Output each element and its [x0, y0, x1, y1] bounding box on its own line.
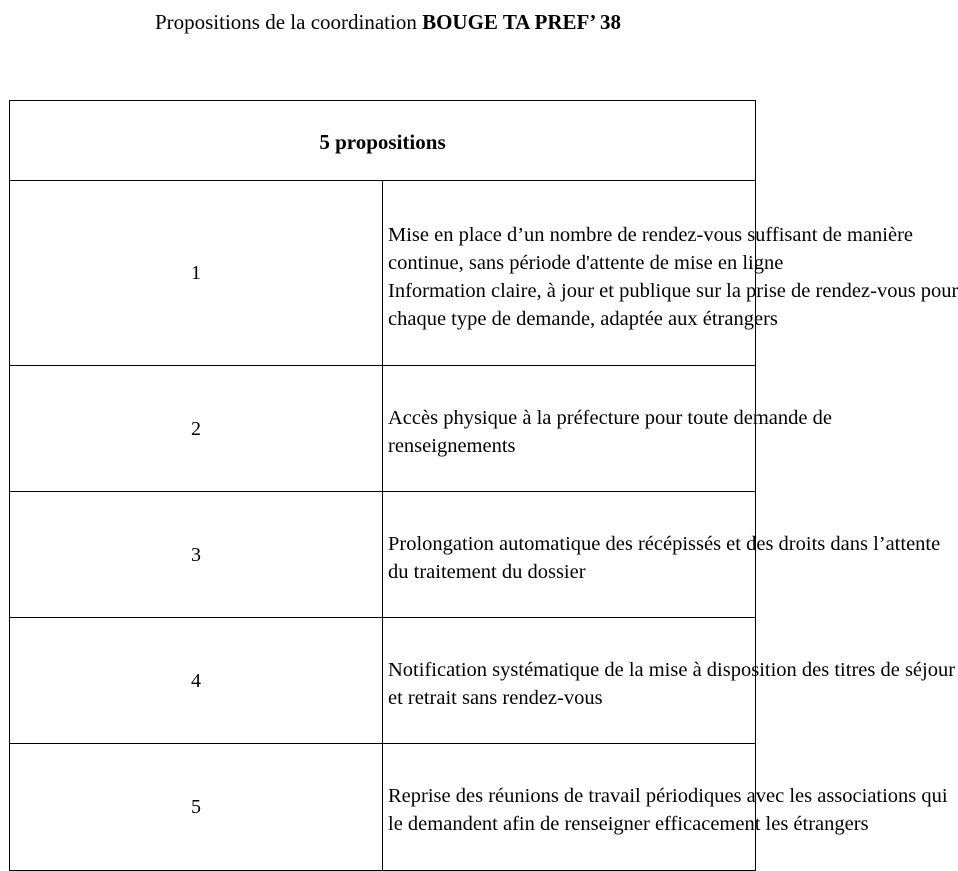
document-title [0, 8, 776, 36]
title-prefix: Propositions de la coordination [154, 10, 423, 34]
table-row [10, 744, 756, 871]
proposition-number: 4 [10, 618, 383, 744]
proposition-line: et retrait sans rendez-vous [388, 686, 603, 709]
proposition-text [383, 744, 948, 871]
proposition-line: Reprise des réunions de travail périodiques avec les associations qui [388, 785, 948, 807]
title-organization-name: BOUGE TA PREF’ 38 [422, 10, 622, 34]
table-row [10, 492, 756, 618]
proposition-line: Notification systématique de la mise à disposition des titres de séjour [388, 658, 956, 681]
proposition-number: 2 [10, 366, 383, 492]
proposition-line: continue, sans période d'attente de mise en ligne [388, 252, 784, 274]
table-row [10, 366, 756, 492]
proposition-text [383, 181, 958, 366]
table-header: 5 propositions [10, 101, 756, 181]
proposition-text [383, 366, 832, 492]
proposition-number: 3 [10, 492, 383, 618]
proposition-number: 5 [10, 744, 383, 871]
proposition-number: 1 [10, 181, 383, 366]
proposition-text [383, 492, 941, 618]
proposition-line: Information claire, à jour et publique sur la prise de rendez-vous pour [388, 280, 958, 302]
proposition-line: Accès physique à la préfecture pour toute demande de [388, 406, 832, 429]
proposition-text [383, 618, 956, 744]
proposition-line: du traitement du dossier [388, 560, 586, 583]
proposition-line: renseignements [388, 434, 516, 457]
proposition-line: Mise en place d’un nombre de rendez-vous suffisant de manière [388, 224, 914, 246]
table-row [10, 181, 756, 366]
table-header-row [10, 101, 756, 181]
proposition-line: le demandent afin de renseigner efficacement les étrangers [388, 813, 869, 835]
proposition-line: chaque type de demande, adaptée aux étrangers [388, 308, 778, 330]
propositions-table [9, 100, 958, 871]
table-row [10, 618, 756, 744]
proposition-line: Prolongation automatique des récépissés et des droits dans l’attente [388, 532, 941, 555]
